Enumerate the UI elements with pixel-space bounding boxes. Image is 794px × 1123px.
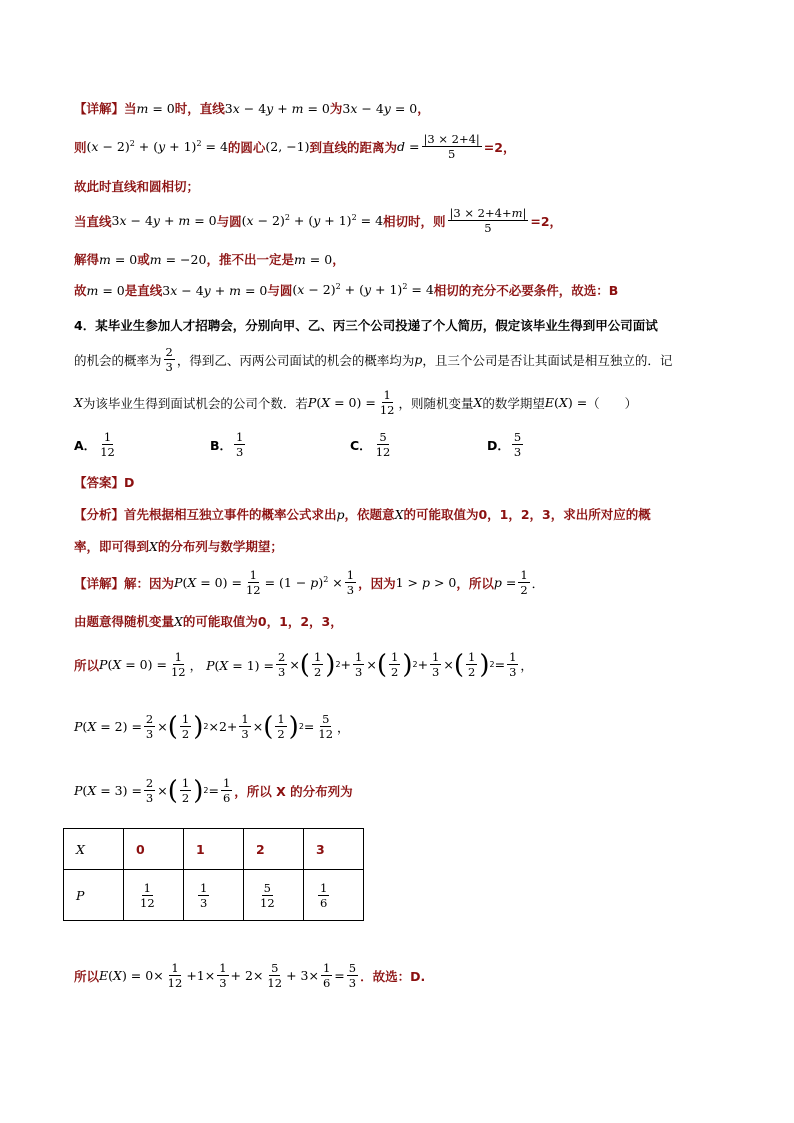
math: m: [136, 100, 149, 116]
detail-line-6: 故 m = 0 是直线 3x − 4y + m = 0 与圆 $(x - 2)^2 + (y + 1)^2 = 4$ 相切的充分不必要条件，故选： B: [74, 282, 619, 298]
math: 3x − 4y + m = 0: [111, 213, 217, 228]
expectation-line: 所以 E(X) = 0× $\frac{1}{12}$ +1× $\frac{1}{3}$ + 2× $\frac{5}{12}$ + 3× $\frac{1}{6}$ = $\frac{5}{3}$ ．故选：D.: [74, 961, 426, 990]
values-line: 由题意得随机变量 X 的可能取值为0，1，2，3，: [74, 613, 343, 629]
option-c[interactable]: C． $\frac{5}{12}$: [350, 430, 391, 459]
math: E(X) =: [544, 395, 588, 410]
detail-line-1: 【详解】 当 m = 0 时，直线 3x − 4y + m = 0 为 3x − 4y = 0 ，: [74, 100, 430, 116]
fraction: $\frac{|3 \times 2+4|}{5}$: [423, 132, 480, 161]
question-line-1: 4．某毕业生参加人才招聘会，分别向甲、乙、丙三个公司投递了个人简历，假定该毕业生得到甲公司面试: [74, 318, 658, 333]
math: $(x - 2)^2 + (y + 1)^2 = 4$: [86, 138, 228, 155]
math: m = −20: [149, 251, 207, 267]
math: 3x − 4y = 0: [342, 100, 418, 116]
answer-choice: B: [608, 282, 619, 298]
option-a[interactable]: A． $\frac{1}{12}$: [74, 430, 115, 459]
prob-line-3: P(X = 3) = $\frac{2}{3}$ × ( $\frac{1}{2}$ ) 2 = $\frac{1}{6}$ ，所以 X 的分布列为: [74, 775, 353, 806]
detail-line-5: 解得 m = 0 或 m = −20 ，推不出一定是 m = 0 ，: [74, 251, 345, 267]
math: = $(1 - p)^2$ ×: [264, 574, 343, 591]
math: m = 0: [99, 251, 138, 267]
math: $(x - 2)^2 + (y + 1)^2 = 4$: [292, 282, 434, 298]
math: 3x − 4y + m = 0: [224, 100, 330, 116]
math: 3x − 4y + m = 0: [162, 282, 268, 298]
detail-line-2: 则 $(x - 2)^2 + (y + 1)^2 = 4$ 的圆心 (2, −1) 到直线的距离为 d = $\frac{|3 \times 2+4|}{5}$ =2，: [74, 132, 516, 161]
math: 1 > p > 0: [395, 575, 457, 590]
distribution-table: [63, 828, 364, 921]
math: m = 0: [293, 251, 333, 267]
math: $(x - 2)^2 + (y + 1)^2 = 4$: [241, 212, 384, 229]
math: (2, −1): [265, 139, 310, 154]
math: m = 0: [86, 282, 125, 298]
table-row: P $\frac{1}{12}$ $\frac{1}{3}$ $\frac{5}{12}$ $\frac{1}{6}$: [64, 870, 364, 921]
math: P(X = 0) =: [307, 395, 376, 410]
question-line-2: 的机会的概率为 $\frac{2}{3}$ ，得到乙、丙两公司面试的机会的概率均为 p ，且三个公司是否让其面试是相互独立的．记: [74, 345, 673, 374]
option-b[interactable]: B． $\frac{1}{3}$: [210, 430, 244, 459]
analysis-line-1: 【分析】 首先根据相互独立事件的概率公式求出 p ，依题意 X 的可能取值为0，1，2，3，求出所对应的概: [74, 506, 651, 522]
detail-tag: 【详解】: [74, 101, 125, 116]
fraction: $\frac{|3 \times 2+4+m|}{5}$: [449, 206, 527, 235]
prob-line-2: P(X = 2) = $\frac{2}{3}$ × ( $\frac{1}{2}$ ) 2 ×2+ $\frac{1}{3}$ × ( $\frac{1}{2}$ ) 2 = $\frac{5}{12}$ ，: [74, 711, 350, 742]
fraction: $\frac{1}{12}$: [379, 388, 395, 417]
prob-line-1: 所以 P(X = 0) = $\frac{1}{12}$ ， P(X = 1) = $\frac{2}{3}$ × ( $\frac{1}{2}$ ) 2 + $\frac{1}{3}$ × ( $\frac{1}{2}$ ) 2 + $\frac{1}{3}$ × ( $\frac{1}{2}$ ) 2 = $\frac{1}{3}$ ，: [74, 649, 533, 680]
math: p =: [493, 575, 517, 590]
detail-line-4: 当直线 3x − 4y + m = 0 与圆 $(x - 2)^2 + (y + 1)^2 = 4$ 相切时，则 $\frac{|3 \times 2+4+m|}{5}$ =2，: [74, 206, 563, 235]
answer-line: 【答案】 D: [74, 474, 135, 490]
detail2-line-1: 【详解】 解：因为 P(X = 0) = $\frac{1}{12}$ = $(1 - p)^2$ × $\frac{1}{3}$ ，因为 1 > p > 0 ，所以 p = $\frac{1}{2}$ ．: [74, 568, 545, 597]
table-row: X 0 1 2 3: [64, 829, 364, 870]
option-d[interactable]: D． $\frac{5}{3}$: [487, 430, 522, 459]
math: P(X = 0) =: [174, 575, 242, 590]
detail-line-3: 故此时直线和圆相切；: [74, 179, 200, 194]
question-line-3: X 为该毕业生得到面试机会的公司个数．若 P(X = 0) = $\frac{1}{12}$ ，则随机变量 X 的数学期望 E(X) = （ ）: [74, 388, 638, 417]
analysis-line-2: 率，即可得到 X 的分布列与数学期望；: [74, 538, 283, 554]
fraction: $\frac{2}{3}$: [165, 345, 173, 374]
